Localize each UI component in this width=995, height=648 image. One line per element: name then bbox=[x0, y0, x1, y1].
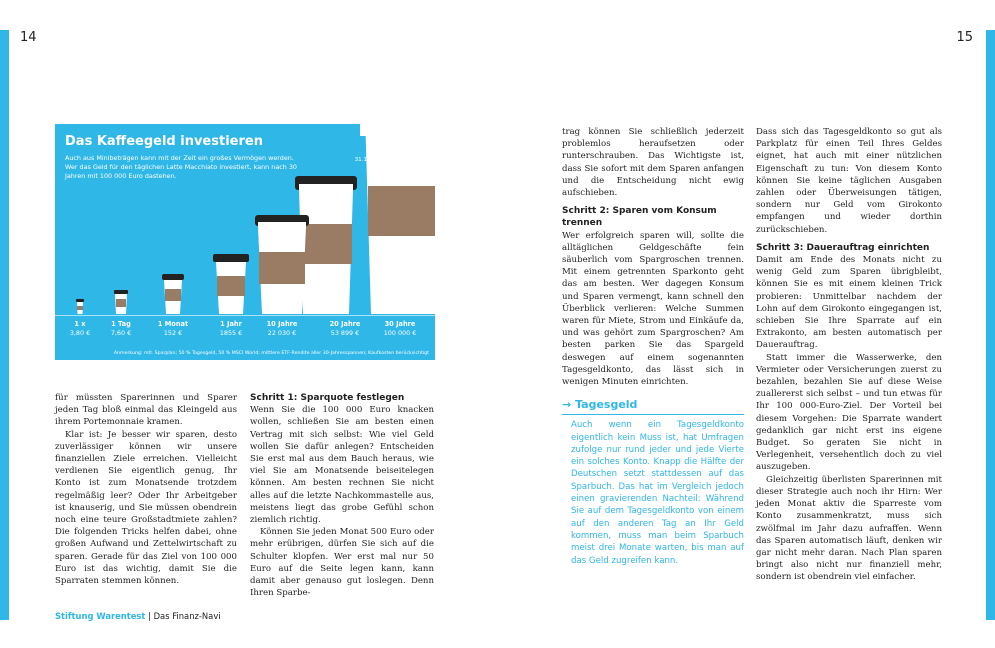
page-number-right: 15 bbox=[956, 30, 973, 45]
page-number-left: 14 bbox=[20, 30, 37, 45]
infographic-title: Das Kaffeegeld investieren bbox=[65, 134, 263, 149]
cup-label-20-years bbox=[317, 320, 373, 338]
paragraph: Statt immer die Wasserwerke, den Vermieter oder Versicherungen zuerst zu bezahlen, bezahlen Sie auf diese Weise zuallererst sich selbst – und tun etwas für Ihr 100 000-Euro-Ziel. Der Vorteil bei diesem Vorgehen: Die Sparrate wandert gedanklich gar nicht erst ins eigene Budget. So geraten Sie nicht in Verlegenheit, versehentlich doch zu viel auszugeben. bbox=[756, 352, 942, 473]
cup-1-year-icon bbox=[213, 254, 249, 314]
cup-period: 1 Monat bbox=[157, 320, 189, 328]
section-heading: Schritt 2: Sparen vom Konsum trennen bbox=[562, 206, 717, 229]
infographic-baseline bbox=[55, 315, 435, 316]
cup-amount: 3,80 € bbox=[69, 329, 91, 337]
period-value: 31.12.1989 – 31.12.2020 bbox=[354, 157, 425, 163]
column-1 bbox=[55, 392, 237, 587]
cup-1-time-icon bbox=[76, 299, 84, 314]
info-box-title-text: Tagesgeld bbox=[575, 398, 638, 412]
infographic-description: Auch aus Minibeträgen kann mit der Zeit ein großes Vermögen werden. Wer das Geld für den täglichen Latte Macchiato investiert, kann nach 30 Jahren mit 100 000 Euro dastehen. bbox=[65, 154, 297, 180]
cup-period: 10 Jahre bbox=[266, 320, 298, 328]
infographic-note: Anmerkung: mtl. Sparplan; 50 % Tagesgeld, 50 % MSCI World; mittlere ETF-Rendite aller 30-Jahresspannen; Kaufkosten berücksichtigt bbox=[113, 351, 429, 356]
cup-period: 1 x bbox=[74, 320, 86, 328]
cup-period: 20 Jahre bbox=[329, 320, 361, 328]
cup-amount: 100 000 € bbox=[383, 329, 417, 337]
cup-period: 1 Tag bbox=[111, 320, 131, 328]
section-heading: Schritt 1: Sparquote festlegen bbox=[250, 393, 405, 403]
paragraph: Gleichzeitig überlisten Sparerinnen mit dieser Strategie auch noch ihr Hirn: Wer jeden Monat aktiv die Sparreste vom Konto zusammenkratzt, muss sich zwölfmal im Jahr dazu aufraffen. Wenn das Sparen automatisch läuft, denken wir gar nicht mehr daran. Nach Plan sparen bringt also nicht nur finanziell mehr, sondern ist obendrein viel einfacher. bbox=[756, 474, 942, 583]
coffee-money-infographic bbox=[55, 124, 435, 360]
cup-period: 30 Jahre bbox=[384, 320, 416, 328]
info-box-title bbox=[562, 398, 744, 415]
cup-label-1-year bbox=[203, 320, 259, 338]
footer-separator: | bbox=[148, 611, 151, 621]
column-2 bbox=[250, 392, 434, 599]
paragraph: für müssten Sparerinnen und Sparer jeden Tag bloß einmal das Kleingeld aus ihrem Portemonnaie kramen. bbox=[55, 393, 237, 428]
cup-amount: 152 € bbox=[163, 329, 183, 337]
info-box-text: Auch wenn ein Tagesgeldkonto eigentlich kein Muss ist, hat Umfragen zufolge nur rund jeder und jede Vierte ein solches Konto. Knapp die Hälfte der Deutschen setzt stattdessen auf das Sparbuch. Das hat im Vergleich jedoch einen gravierenden Nachteil: Während Sie auf dem Tagesgeldkonto von einem auf den anderen Tag an Ihr Geld kommen, muss man beim Sparbuch meist drei Monate warten, bis man auf das Geld zugreifen kann. bbox=[571, 420, 744, 566]
paragraph: Wenn Sie die 100 000 Euro knacken wollen, schließen Sie am besten einen Vertrag mit sich selbst: Wie viel Geld wollen Sie dafür anlegen? Entscheiden Sie erst mal aus dem Bauch heraus, wie viel Sie am Monatsende beiseitelegen können. Am besten rechnen Sie nicht alles auf die letzte Nachkommastelle aus, meistens liegt das grobe Gefühl schon ziemlich richtig. bbox=[250, 405, 434, 526]
cup-period: 1 Jahr bbox=[220, 320, 242, 328]
paragraph: Dass sich das Tagesgeldkonto so gut als Parkplatz für einen Teil Ihres Geldes eignet, hat auch mit einer nützlichen Eigenschaft zu tun: Von diesem Konto können Sie keine täglichen Ausgaben zahlen oder Überweisungen tätigen, sondern nur Geld vom Girokonto empfangen und wieder dorthin zurückschieben. bbox=[756, 127, 942, 235]
section-heading: Schritt 3: Dauerauftrag einrichten bbox=[756, 242, 930, 253]
paragraph: trag können Sie schließlich jederzeit problemlos heraufsetzen oder runterschrauben. Das Wichtigste ist, dass Sie sofort mit dem Sparen anfangen und die Entscheidung nicht ewig aufschieben. bbox=[562, 127, 744, 199]
cup-label-30-years bbox=[372, 320, 428, 338]
cup-amount: 22 030 € bbox=[267, 329, 297, 337]
footer-title: Das Finanz-Navi bbox=[153, 611, 221, 621]
cup-label-10-years bbox=[254, 320, 310, 338]
right-edge-bar bbox=[986, 30, 995, 620]
column-4 bbox=[756, 126, 942, 584]
cup-1-month-icon bbox=[162, 274, 184, 314]
cup-amount: 53 899 € bbox=[330, 329, 360, 337]
arrow-right-icon: → bbox=[562, 398, 572, 412]
paragraph: Klar ist: Je besser wir sparen, desto zuverlässiger können wir unsere finanziellen Ziele erreichen. Vielleicht verdienen Sie eigentlich genug, Ihr Konto ist zum Monatsende trotzdem regelmäßig leer? Oder Ihr Arbeitgeber ist knauserig, und Sie müssen obendrein noch eine teure Großstadtmiete zahlen? Die folgenden Tricks helfen dabei, ohne großen Aufwand und Zettelwirtschaft zu sparen. Gerade für das Ziel von 100 000 Euro ist das wichtig, damit Sie die Sparraten stemmen können. bbox=[55, 429, 237, 587]
cup-10-years-icon bbox=[255, 215, 309, 314]
cup-label-1-month bbox=[145, 320, 201, 338]
paragraph: Damit am Ende des Monats nicht zu wenig Geld zum Sparen übrigbleibt, können Sie es mit einem kleinen Trick probieren: Unmittelbar nachdem der Lohn auf dem Girokonto eingegangen ist, schieben Sie Ihre Sparrate auf ein Extrakonto, am besten automatisch per Dauerauftrag. bbox=[756, 255, 942, 351]
period-label: Zeitraum: bbox=[397, 149, 425, 155]
paragraph: Wer erfolgreich sparen will, sollte die alltäglichen Geldgeschäfte fein säuberlich vom Spargroschen trennen. Mit einem getrennten Sparkonto geht das am besten. Wer dagegen Konsum und Sparen vermengt, kann schnell den Überblick verlieren: Welche Summen waren für Miete, Strom und Einkäufe da, und was gehört zum Spargroschen? Am besten parken Sie das Spargeld deswegen auf einem sogenannten Tagesgeldkonto, das lässt sich in wenigen Minuten einrichten. bbox=[562, 230, 744, 388]
paragraph: Können Sie jeden Monat 500 Euro oder mehr erübrigen, dürfen Sie sich auf die Schulter klopfen. Wer erst mal nur 50 Euro auf die Seite legen kann, kann damit aber genauso gut loslegen. Denn Ihren Sparbe- bbox=[250, 527, 434, 599]
cup-1-day-icon bbox=[114, 290, 128, 314]
column-3 bbox=[562, 126, 744, 567]
cup-label-1-day bbox=[93, 320, 149, 338]
page-footer bbox=[55, 611, 221, 621]
left-edge-bar bbox=[0, 30, 9, 620]
infographic-period bbox=[355, 148, 425, 164]
cup-amount: 1855 € bbox=[219, 329, 243, 337]
cup-amount: 7,60 € bbox=[110, 329, 132, 337]
footer-brand: Stiftung Warentest bbox=[55, 611, 146, 621]
